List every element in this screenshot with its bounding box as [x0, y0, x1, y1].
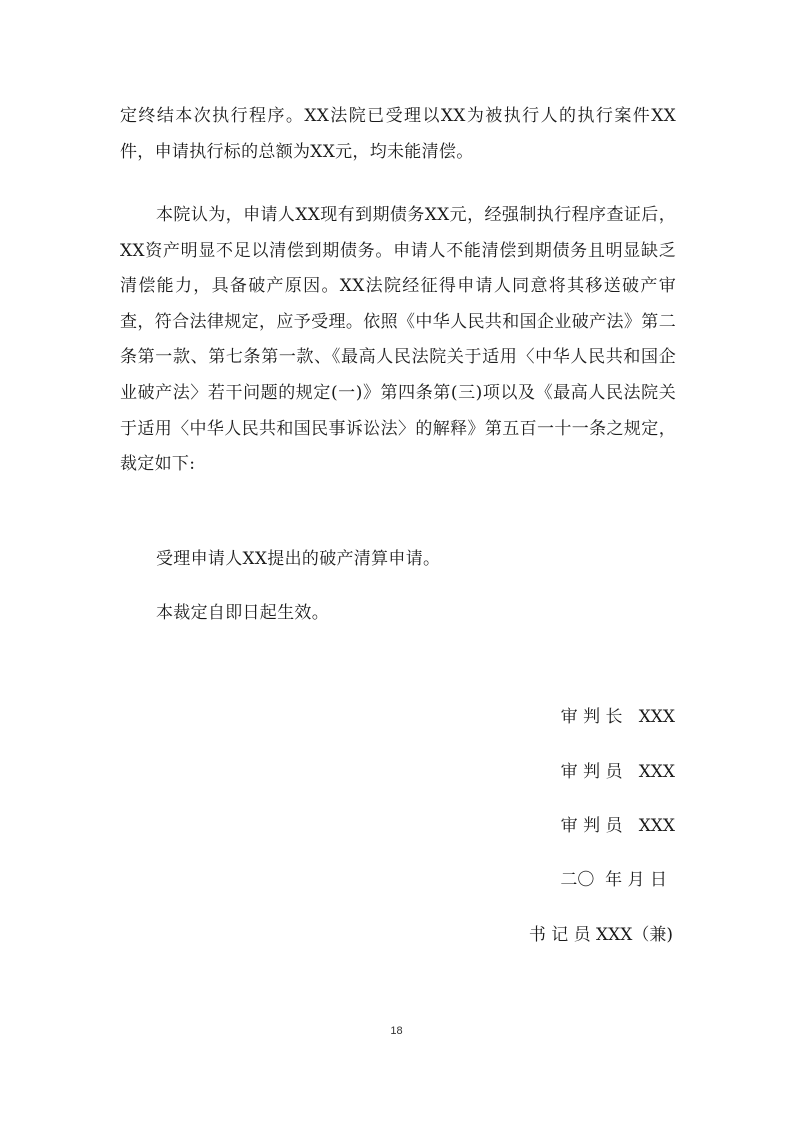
page-number: 18 [390, 1025, 403, 1037]
signature-clerk: 书 记 员 XXX（兼) [528, 925, 673, 945]
paragraph-ruling: 受理申请人XX提出的破产清算申请。 [156, 549, 441, 569]
signature-presiding-judge: 审 判 长 XXX [560, 707, 675, 727]
paragraph-continuation: 定终结本次执行程序。XX法院已受理以XX为被执行人的执行案件XX件，申请执行标的总额为XX元，均未能清偿。 [120, 106, 676, 162]
paragraph-effective: 本裁定自即日起生效。 [156, 603, 329, 623]
signature-judge-1: 审 判 员 XXX [560, 762, 675, 782]
signature-judge-2: 审 判 员 XXX [560, 816, 675, 836]
paragraph-court-reasoning: 本院认为，申请人XX现有到期债务XX元，经强制执行程序查证后，XX资产明显不足以清偿到期债务。申请人不能清偿到期债务且明显缺乏清偿能力，具备破产原因。XX法院经征得申请人同意将其移送破产审查，符合法律规定，应予受理。依照《中华人民共和国企业破产法》第二条第一款、第七条第一款、《最高人民法院关于适用〈中华人民共和国企业破产法〉若干问题的规定(一)》第四条第(三)项以及《最高人民法院关于适用〈中华人民共和国民事诉讼法〉的解释》第五百一十一条之规定，裁定如下: [120, 205, 676, 475]
signature-date: 二〇 年 月 日 [560, 870, 667, 890]
